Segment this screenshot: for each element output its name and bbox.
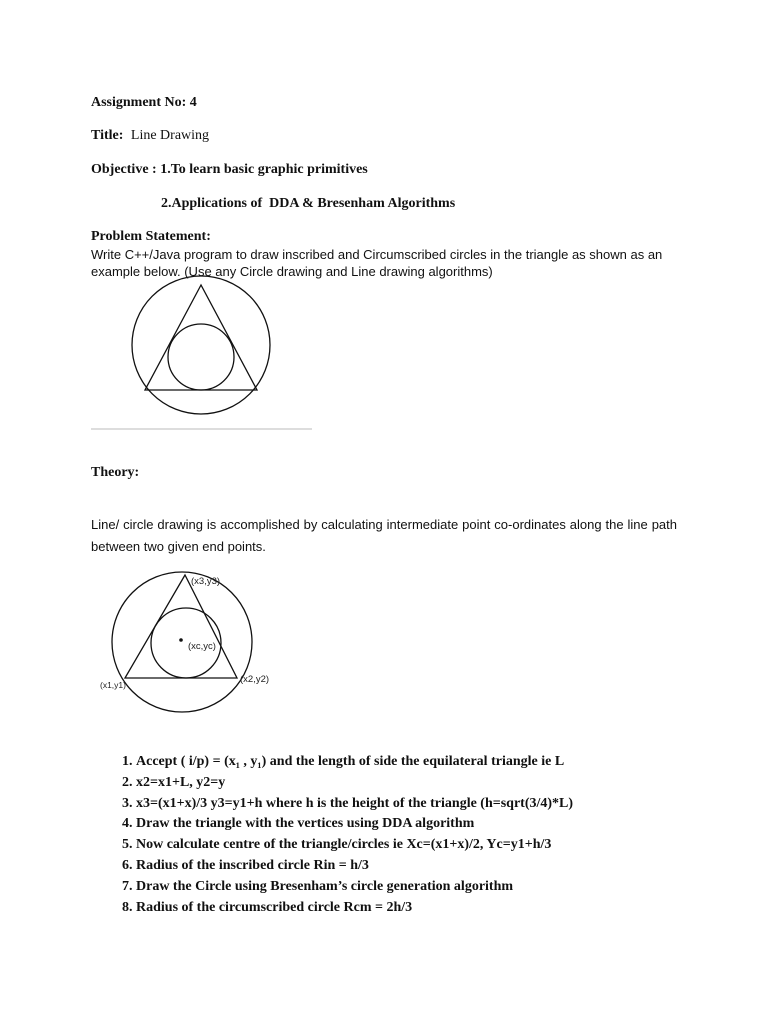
step-5: 5. Now calculate centre of the triangle/circles ie Xc=(x1+x)/2, Yc=y1+h/3 [136,835,573,856]
label-xcyc: (xc,yc) [188,641,216,652]
title-value: Line Drawing [130,128,210,143]
assignment-number: 4 [189,95,197,110]
step-4: 4. Draw the triangle with the vertices using DDA algorithm [136,814,573,835]
assignment-label: Assignment No: [91,95,187,110]
objective-label: Objective : [91,162,157,177]
center-dot [179,638,183,642]
label-x3y3: (x3,y3) [191,576,221,587]
step-2: 2. x2=x1+L, y2=y [136,773,573,794]
algorithm-steps [112,752,573,918]
outer-circle-2 [112,572,252,712]
objective-item-1: 1.To learn basic graphic primitives [160,162,368,177]
problem-heading: Problem Statement: [91,229,211,244]
step-1: 1. Accept ( i/p) = (x₁ , y₁) and the length of side the equilateral triangle ie L [136,752,573,773]
objective-item-2: 2.Applications of DDA & Bresenham Algorithms [161,196,456,211]
theory-paragraph: Line/ circle drawing is accomplished by calculating intermediate point co-ordinates along the line path between two given end points. [91,517,677,554]
title-label: Title: [91,128,124,143]
problem-line-2: example below. (Use any Circle drawing and Line drawing algorithms) [91,264,493,279]
step-3: 3. x3=(x1+x)/3 y3=y1+h where h is the height of the triangle (h=sqrt(3/4)*L) [136,794,573,815]
label-x2y2: (x2,y2) [240,674,270,685]
label-x1y1: (x1,y1) [100,680,126,690]
step-7: 7. Draw the Circle using Bresenham’s circle generation algorithm [136,877,573,898]
triangle-2 [125,575,237,678]
step-8: 8. Radius of the circumscribed circle Rcm = 2h/3 [136,898,573,919]
theory-heading: Theory: [91,465,140,480]
problem-line-1: Write C++/Java program to draw inscribed and Circumscribed circles in the triangle as shown as an [91,247,663,262]
step-6: 6. Radius of the inscribed circle Rin = h/3 [136,856,573,877]
